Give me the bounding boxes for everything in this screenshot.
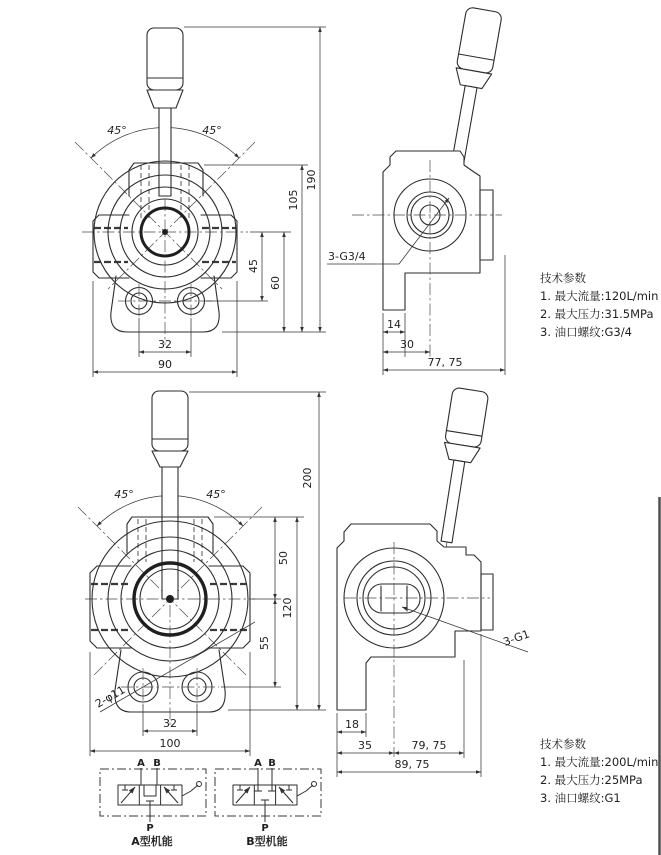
side-view-large-valve: [337, 387, 531, 777]
knob-taper: [152, 451, 188, 467]
dim-35-label: 35: [358, 739, 372, 752]
center-point: [166, 595, 174, 603]
dim-32-label: 32: [158, 338, 172, 351]
lever-stem: [441, 460, 465, 543]
lever-knob: [152, 391, 188, 451]
specs-small-valve: [540, 271, 658, 339]
flow-arrow: [121, 787, 135, 803]
port-a-label: A: [254, 758, 262, 769]
angle-left-label: 45°: [107, 124, 127, 137]
port-b-label: B: [268, 758, 276, 769]
dim-14-label: 14: [387, 318, 401, 331]
dim-30-label: 30: [400, 338, 414, 351]
symbol-boundary: [100, 769, 206, 816]
specs-title: 技术参数: [540, 271, 586, 285]
port-thread-label: 3-G1: [501, 627, 532, 649]
front-view-small-valve: [75, 27, 326, 377]
dim-100-label: 100: [159, 737, 181, 750]
symbol-caption-a: A型机能: [131, 835, 173, 848]
dim-32-label: 32: [163, 717, 177, 730]
dim-7775-label: 77, 75: [427, 356, 463, 369]
flow-arrow: [236, 787, 250, 803]
dim-50-label: 50: [277, 551, 290, 565]
angle-right-label: 45°: [206, 488, 226, 501]
port-b-label: B: [153, 758, 161, 769]
specs-large-valve: [540, 737, 658, 805]
spec-item-thread: 3. 油口螺纹:G3/4: [540, 325, 632, 339]
dim-90-label: 90: [158, 358, 172, 371]
angle-left-label: 45°: [114, 488, 134, 501]
port-thread-label: 3-G3/4: [328, 250, 366, 263]
front-view-large-valve: [78, 391, 326, 756]
right-ear: [201, 215, 237, 278]
side-body: [337, 524, 481, 710]
dim-18-label: 18: [345, 718, 359, 731]
dim-45-label: 45: [247, 259, 260, 273]
dim-8975-label: 89, 75: [394, 758, 430, 771]
specs-title: 技术参数: [540, 737, 586, 751]
side-tab: [481, 574, 493, 630]
dim-55-label: 55: [258, 636, 271, 650]
dim-200-label: 200: [301, 467, 314, 489]
function-symbol-type-a: [100, 758, 206, 848]
center-connection: [144, 785, 156, 796]
spec-item-pressure: 2. 最大压力:31.5MPa: [540, 307, 654, 321]
dim-190-label: 190: [305, 169, 318, 191]
dim-105-label: 105: [287, 189, 300, 211]
flow-arrow: [279, 787, 293, 803]
symbol-caption-b: B型机能: [246, 835, 288, 848]
dim-60-label: 60: [269, 276, 282, 290]
flow-arrow: [164, 787, 178, 803]
function-symbol-type-b: [215, 758, 321, 848]
center-point: [162, 229, 168, 235]
side-tab: [480, 190, 493, 260]
side-view-small-valve: [327, 7, 505, 375]
symbol-boundary: [215, 769, 321, 816]
angle-right-label: 45°: [202, 124, 222, 137]
spec-item-flow: 1. 最大流量:200L/min: [540, 755, 659, 769]
spec-item-pressure: 2. 最大压力:25MPa: [540, 773, 643, 787]
dim-7975-label: 79, 75: [411, 739, 447, 752]
dim-120-label: 120: [281, 597, 294, 619]
spec-item-flow: 1. 最大流量:120L/min: [540, 289, 659, 303]
lever-knob-icon: [312, 782, 317, 787]
port-p-label: P: [261, 823, 269, 834]
port-a-label: A: [137, 758, 145, 769]
lever-knob-icon: [197, 782, 202, 787]
lever-icon: [297, 791, 306, 796]
lever-knob: [456, 7, 502, 74]
lever-knob: [445, 387, 489, 448]
hole-diameter-label: 2-φ11: [93, 683, 128, 711]
lever-stem: [159, 108, 171, 196]
left-ear: [93, 215, 129, 278]
knob-taper: [147, 90, 183, 108]
lever-icon: [182, 791, 191, 796]
lever-knob: [147, 28, 183, 90]
spec-item-thread: 3. 油口螺纹:G1: [540, 791, 621, 805]
lever-stem: [162, 467, 178, 599]
port-p-label: P: [146, 823, 154, 834]
